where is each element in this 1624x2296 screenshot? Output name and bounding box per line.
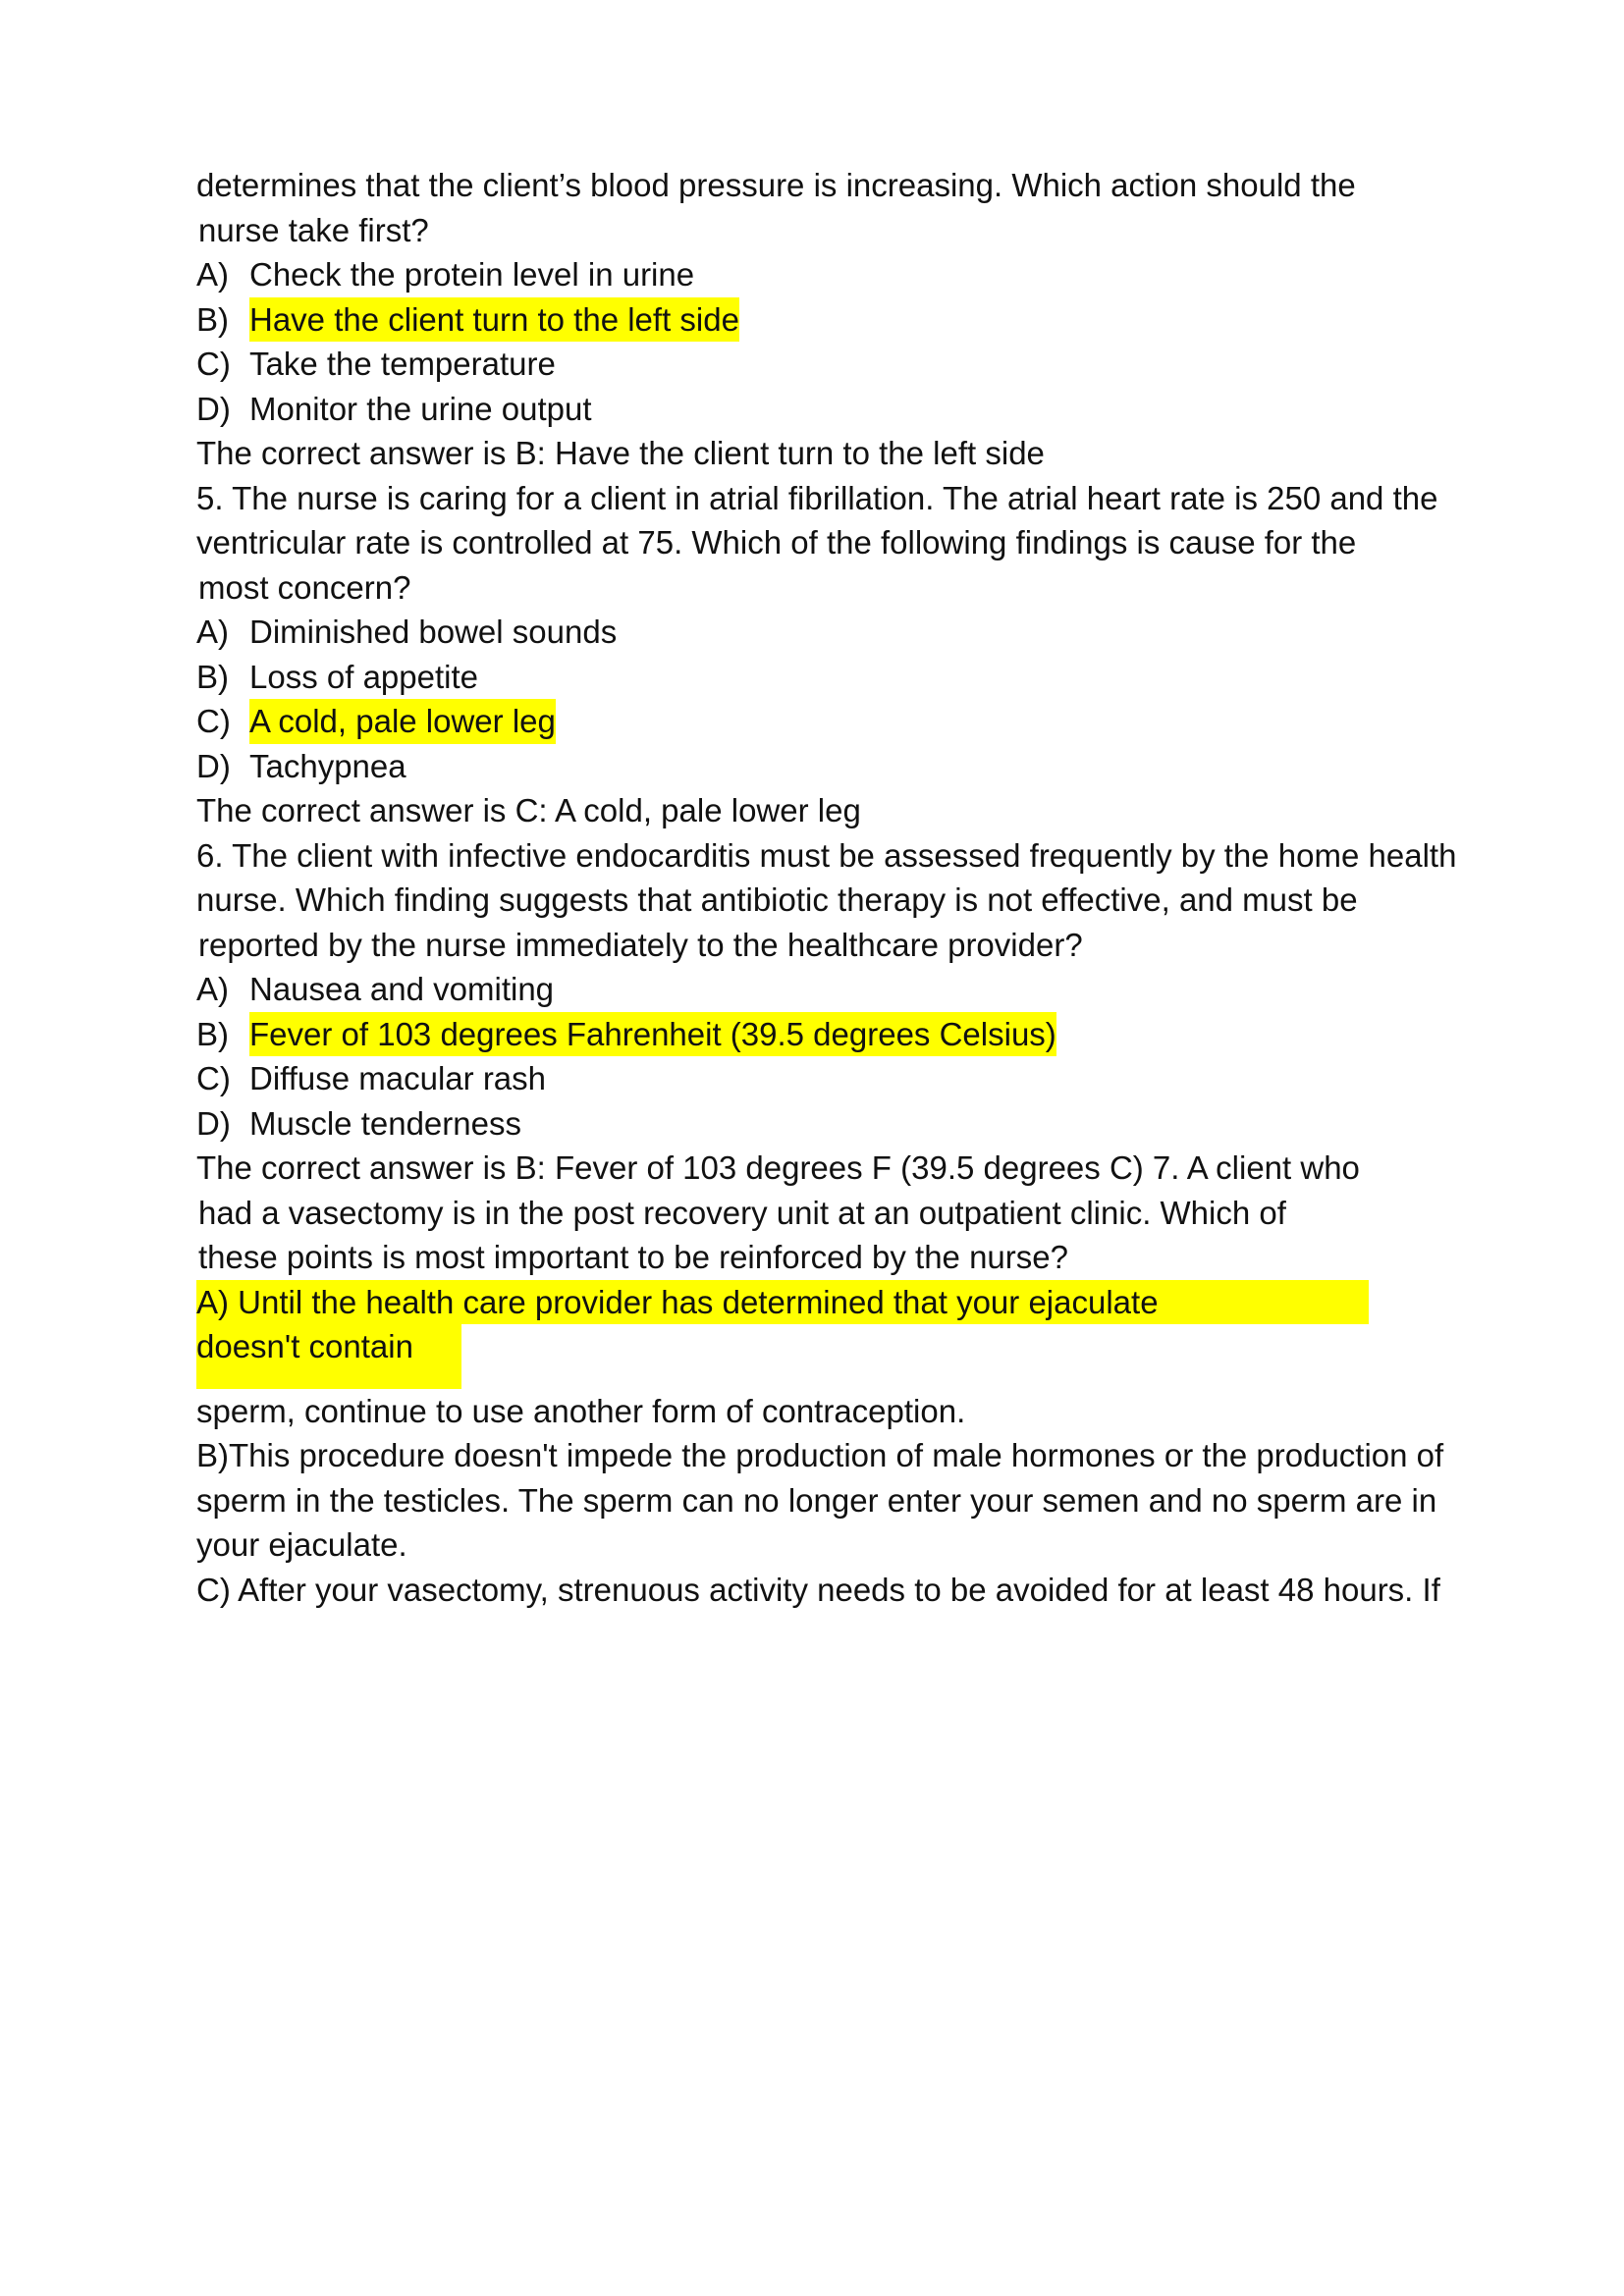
q6-answer-line: The correct answer is B: Fever of 103 degrees F (39.5 degrees C) 7. A client who <box>196 1149 1360 1186</box>
option-letter: D) <box>196 1104 231 1142</box>
option-text: Loss of appetite <box>249 658 478 695</box>
q6-stem-line: nurse. Which finding suggests that antibiotic therapy is not effective, and must be <box>196 881 1358 918</box>
q4-option-d <box>196 387 1443 432</box>
q7-option-b-line: your ejaculate. <box>196 1526 407 1563</box>
option-letter: B) <box>196 658 229 695</box>
q5-option-d <box>196 744 1443 789</box>
highlighted-option-text: Have the client turn to the left side <box>249 297 739 343</box>
q4-option-c <box>196 342 1443 387</box>
option-letter: A) <box>196 971 229 1007</box>
q5-stem-line: ventricular rate is controlled at 75. Which of the following findings is cause for the <box>196 524 1357 561</box>
option-text: Check the protein level in urine <box>249 256 695 293</box>
q4-stem-line: nurse take first? <box>198 211 429 248</box>
option-letter: B) <box>196 300 229 338</box>
option-text: Diminished bowel sounds <box>249 614 618 650</box>
q7-option-a-highlight: A) Until the health care provider has determined that your ejaculate <box>196 1280 1369 1324</box>
q5-option-b <box>196 655 1443 700</box>
option-letter: C) <box>196 346 231 382</box>
option-text: Tachypnea <box>249 747 406 784</box>
option-letter: D) <box>196 747 231 784</box>
q7-option-b-line: sperm in the testicles. The sperm can no longer enter your semen and no sperm are in <box>196 1481 1437 1519</box>
option-text: Muscle tenderness <box>249 1104 521 1142</box>
q4-option-a <box>196 252 1443 297</box>
q6-option-b <box>196 1012 1443 1057</box>
q5-option-a <box>196 610 1443 655</box>
document-page <box>196 163 1457 1612</box>
option-letter: A) <box>196 614 229 650</box>
highlighted-option-text: Fever of 103 degrees Fahrenheit (39.5 degrees Celsius) <box>249 1012 1056 1057</box>
q5-stem-line: 5. The nurse is caring for a client in atrial fibrillation. The atrial heart rate is 250 and the <box>196 479 1438 516</box>
option-letter: B) <box>196 1015 229 1052</box>
q7-option-a-continued: sperm, continue to use another form of contraception. <box>196 1392 966 1429</box>
option-letter: C) <box>196 703 231 739</box>
option-text: Nausea and vomiting <box>249 971 555 1007</box>
option-letter: A) <box>196 256 229 293</box>
q5-option-c <box>196 699 1443 744</box>
option-text: Take the temperature <box>249 346 556 382</box>
q6-option-c <box>196 1056 1443 1101</box>
q5-answer: The correct answer is C: A cold, pale lower leg <box>196 792 861 828</box>
q6-stem-line: reported by the nurse immediately to the healthcare provider? <box>198 926 1083 963</box>
q6-option-d <box>196 1101 1443 1147</box>
option-text: Monitor the urine output <box>249 390 592 427</box>
q7-option-b-line: B)This procedure doesn't impede the production of male hormones or the production of <box>196 1437 1444 1473</box>
option-letter: C) <box>196 1060 231 1096</box>
q7-stem-line: had a vasectomy is in the post recovery unit at an outpatient clinic. Which of <box>198 1194 1286 1231</box>
q6-option-a <box>196 967 1443 1012</box>
q4-stem-line: determines that the client’s blood pressure is increasing. Which action should the <box>196 167 1356 203</box>
option-text: Diffuse macular rash <box>249 1060 547 1096</box>
q7-stem-line: these points is most important to be reinforced by the nurse? <box>198 1239 1068 1275</box>
q4-answer: The correct answer is B: Have the client turn to the left side <box>196 435 1045 471</box>
q4-option-b <box>196 297 1443 343</box>
q7-option-a-highlight: doesn't contain <box>196 1324 461 1389</box>
q5-stem-line: most concern? <box>198 568 411 606</box>
q7-option-c-line: C) After your vasectomy, strenuous activity needs to be avoided for at least 48 hours. If <box>196 1571 1440 1608</box>
option-letter: D) <box>196 390 231 427</box>
q6-stem-line: 6. The client with infective endocarditis must be assessed frequently by the home health <box>196 836 1457 874</box>
highlighted-option-text: A cold, pale lower leg <box>249 699 556 744</box>
